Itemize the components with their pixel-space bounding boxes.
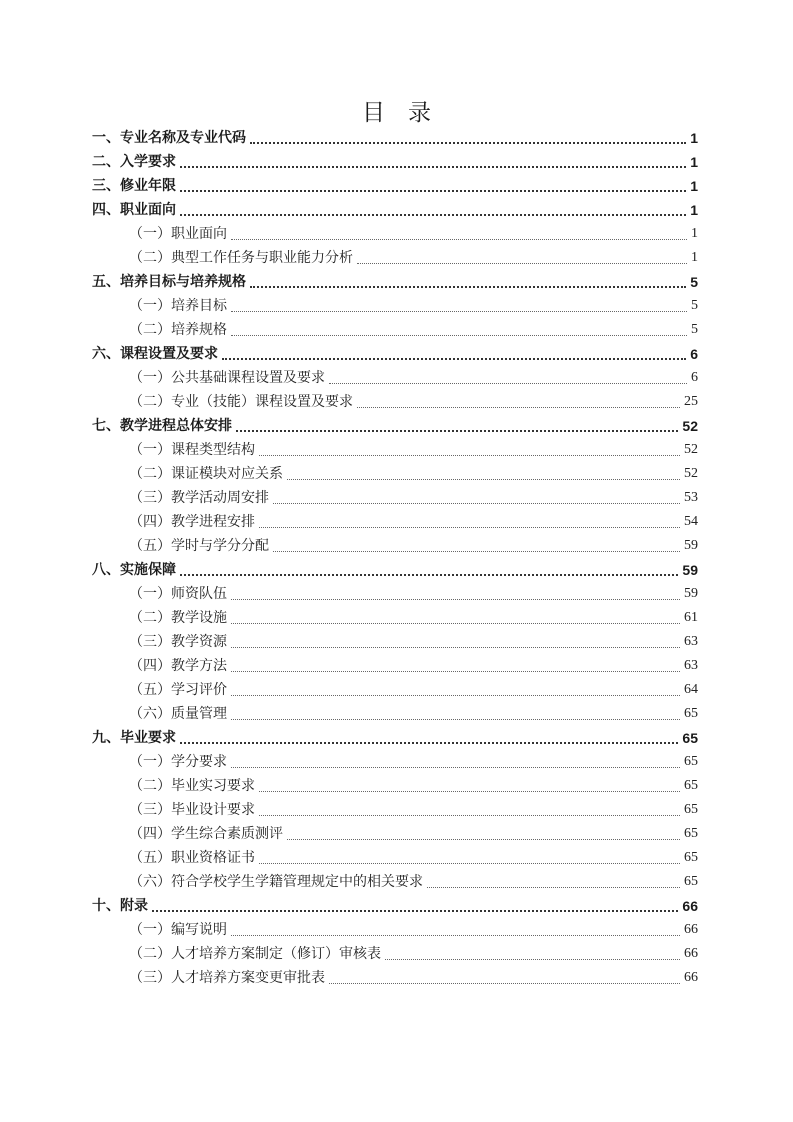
toc-dot-leader xyxy=(231,767,680,768)
toc-entry-label: （三）人才培养方案变更审批表 xyxy=(129,970,325,986)
toc-entry-label: （一）编写说明 xyxy=(129,922,227,938)
toc-page-number: 66 xyxy=(684,922,698,937)
toc-entry-label: （六）质量管理 xyxy=(129,706,227,722)
toc-entry-chapter[interactable] xyxy=(92,198,698,222)
toc-page-number: 65 xyxy=(684,706,698,721)
toc-dot-leader xyxy=(180,742,678,744)
toc-entry-section[interactable] xyxy=(92,222,698,246)
toc-dot-leader xyxy=(427,887,680,888)
toc-entry-section[interactable] xyxy=(92,822,698,846)
toc-entry-section[interactable] xyxy=(92,654,698,678)
toc-entry-section[interactable] xyxy=(92,942,698,966)
toc-entry-section[interactable] xyxy=(92,846,698,870)
toc-page-number: 6 xyxy=(691,370,698,385)
toc-page-number: 59 xyxy=(684,586,698,601)
toc-entry-chapter[interactable] xyxy=(92,174,698,198)
toc-dot-leader xyxy=(259,791,680,792)
toc-page-number: 61 xyxy=(684,610,698,625)
toc-entry-label: （二）毕业实习要求 xyxy=(129,778,255,794)
toc-entry-section[interactable] xyxy=(92,750,698,774)
toc-dot-leader xyxy=(259,815,680,816)
toc-entry-label: （六）符合学校学生学籍管理规定中的相关要求 xyxy=(129,874,423,890)
toc-entry-section[interactable] xyxy=(92,774,698,798)
toc-entry-chapter[interactable] xyxy=(92,270,698,294)
toc-dot-leader xyxy=(259,863,680,864)
toc-page-number: 5 xyxy=(691,298,698,313)
toc-dot-leader xyxy=(231,719,680,720)
toc-entry-label: （四）教学方法 xyxy=(129,658,227,674)
toc-page-number: 65 xyxy=(684,874,698,889)
toc-dot-leader xyxy=(236,430,678,432)
toc-dot-leader xyxy=(231,599,680,600)
toc-title: 目 录 xyxy=(362,100,431,126)
toc-dot-leader xyxy=(231,935,680,936)
toc-page-number: 64 xyxy=(684,682,698,697)
toc-entry-label: （二）课证模块对应关系 xyxy=(129,466,283,482)
toc-entry-label: （三）教学活动周安排 xyxy=(129,490,269,506)
toc-entry-section[interactable] xyxy=(92,390,698,414)
toc-page-number: 1 xyxy=(690,202,698,218)
toc-dot-leader xyxy=(222,358,686,360)
toc-entry-chapter[interactable] xyxy=(92,894,698,918)
toc-entry-section[interactable] xyxy=(92,870,698,894)
toc-entry-label: 三、修业年限 xyxy=(92,178,176,194)
toc-entry-label: （一）师资队伍 xyxy=(129,586,227,602)
toc-entry-section[interactable] xyxy=(92,510,698,534)
toc-page-number: 1 xyxy=(690,130,698,146)
toc-dot-leader xyxy=(259,455,680,456)
toc-entry-section[interactable] xyxy=(92,534,698,558)
toc-dot-leader xyxy=(250,286,686,288)
toc-entry-label: （二）典型工作任务与职业能力分析 xyxy=(129,250,353,266)
toc-entry-label: （五）学习评价 xyxy=(129,682,227,698)
toc-page-number: 5 xyxy=(690,274,698,290)
toc-page-number: 1 xyxy=(691,250,698,265)
toc-entry-label: （二）人才培养方案制定（修订）审核表 xyxy=(129,946,381,962)
toc-page-number: 65 xyxy=(682,730,698,746)
toc-entry-label: 一、专业名称及专业代码 xyxy=(92,130,246,146)
toc-page-number: 63 xyxy=(684,634,698,649)
toc-entry-chapter[interactable] xyxy=(92,342,698,366)
toc-entry-label: （一）课程类型结构 xyxy=(129,442,255,458)
toc-dot-leader xyxy=(152,910,678,912)
toc-dot-leader xyxy=(180,190,686,192)
toc-entry-section[interactable] xyxy=(92,702,698,726)
toc-entry-section[interactable] xyxy=(92,582,698,606)
toc-dot-leader xyxy=(231,671,680,672)
toc-dot-leader xyxy=(287,839,680,840)
toc-page-number: 52 xyxy=(684,466,698,481)
toc-entry-label: 十、附录 xyxy=(92,898,148,914)
toc-entry-label: （一）学分要求 xyxy=(129,754,227,770)
toc-page-number: 1 xyxy=(690,154,698,170)
toc-entry-label: （三）毕业设计要求 xyxy=(129,802,255,818)
toc-dot-leader xyxy=(180,574,678,576)
toc-page-number: 52 xyxy=(682,418,698,434)
toc-dot-leader xyxy=(180,166,686,168)
toc-entry-label: （三）教学资源 xyxy=(129,634,227,650)
toc-page-number: 1 xyxy=(690,178,698,194)
toc-dot-leader xyxy=(329,983,680,984)
toc-entry-section[interactable] xyxy=(92,294,698,318)
toc-dot-leader xyxy=(231,623,680,624)
toc-entry-label: 六、课程设置及要求 xyxy=(92,346,218,362)
toc-entry-label: （一）公共基础课程设置及要求 xyxy=(129,370,325,386)
toc-dot-leader xyxy=(357,407,680,408)
toc-entry-section[interactable] xyxy=(92,462,698,486)
toc-entry-section[interactable] xyxy=(92,918,698,942)
toc-page-number: 65 xyxy=(684,850,698,865)
toc-entry-section[interactable] xyxy=(92,438,698,462)
toc-page-number: 59 xyxy=(684,538,698,553)
toc-dot-leader xyxy=(273,503,680,504)
toc-page-number: 63 xyxy=(684,658,698,673)
toc-page-number: 66 xyxy=(684,970,698,985)
toc-page-number: 65 xyxy=(684,802,698,817)
toc-entry-label: （四）学生综合素质测评 xyxy=(129,826,283,842)
toc-page-number: 66 xyxy=(682,898,698,914)
toc-entry-section[interactable] xyxy=(92,366,698,390)
toc-entry-label: 九、毕业要求 xyxy=(92,730,176,746)
toc-entry-label: （二）专业（技能）课程设置及要求 xyxy=(129,394,353,410)
toc-entry-label: 七、教学进程总体安排 xyxy=(92,418,232,434)
toc-entry-label: （四）教学进程安排 xyxy=(129,514,255,530)
toc-list xyxy=(92,126,698,990)
toc-entry-label: 四、职业面向 xyxy=(92,202,176,218)
toc-dot-leader xyxy=(231,695,680,696)
toc-entry-label: （五）学时与学分分配 xyxy=(129,538,269,554)
toc-page-number: 1 xyxy=(691,226,698,241)
toc-entry-section[interactable] xyxy=(92,318,698,342)
toc-entry-section[interactable] xyxy=(92,486,698,510)
toc-page-number: 6 xyxy=(690,346,698,362)
toc-entry-label: （二）教学设施 xyxy=(129,610,227,626)
toc-page-number: 5 xyxy=(691,322,698,337)
toc-dot-leader xyxy=(287,479,680,480)
toc-page-number: 66 xyxy=(684,946,698,961)
toc-entry-section[interactable] xyxy=(92,246,698,270)
toc-page-number: 65 xyxy=(684,826,698,841)
toc-entry-section[interactable] xyxy=(92,630,698,654)
toc-entry-chapter[interactable] xyxy=(92,126,698,150)
toc-entry-label: 五、培养目标与培养规格 xyxy=(92,274,246,290)
toc-entry-section[interactable] xyxy=(92,966,698,990)
toc-dot-leader xyxy=(250,142,686,144)
toc-dot-leader xyxy=(357,263,687,264)
toc-page-number: 65 xyxy=(684,778,698,793)
toc-page-number: 59 xyxy=(682,562,698,578)
toc-entry-section[interactable] xyxy=(92,678,698,702)
toc-dot-leader xyxy=(231,311,687,312)
toc-page-number: 25 xyxy=(684,394,698,409)
toc-entry-label: （一）职业面向 xyxy=(129,226,227,242)
toc-dot-leader xyxy=(180,214,686,216)
toc-entry-chapter[interactable] xyxy=(92,150,698,174)
toc-entry-chapter[interactable] xyxy=(92,726,698,750)
toc-entry-section[interactable] xyxy=(92,606,698,630)
toc-dot-leader xyxy=(329,383,687,384)
toc-entry-label: （二）培养规格 xyxy=(129,322,227,338)
toc-entry-label: 八、实施保障 xyxy=(92,562,176,578)
toc-entry-section[interactable] xyxy=(92,798,698,822)
toc-page-number: 65 xyxy=(684,754,698,769)
toc-entry-chapter[interactable] xyxy=(92,414,698,438)
toc-page-number: 52 xyxy=(684,442,698,457)
toc-page-number: 53 xyxy=(684,490,698,505)
toc-dot-leader xyxy=(273,551,680,552)
toc-entry-label: （一）培养目标 xyxy=(129,298,227,314)
toc-dot-leader xyxy=(231,335,687,336)
toc-dot-leader xyxy=(231,239,687,240)
toc-dot-leader xyxy=(231,647,680,648)
toc-page-number: 54 xyxy=(684,514,698,529)
toc-entry-chapter[interactable] xyxy=(92,558,698,582)
toc-dot-leader xyxy=(259,527,680,528)
toc-dot-leader xyxy=(385,959,680,960)
toc-entry-label: 二、入学要求 xyxy=(92,154,176,170)
toc-entry-label: （五）职业资格证书 xyxy=(129,850,255,866)
